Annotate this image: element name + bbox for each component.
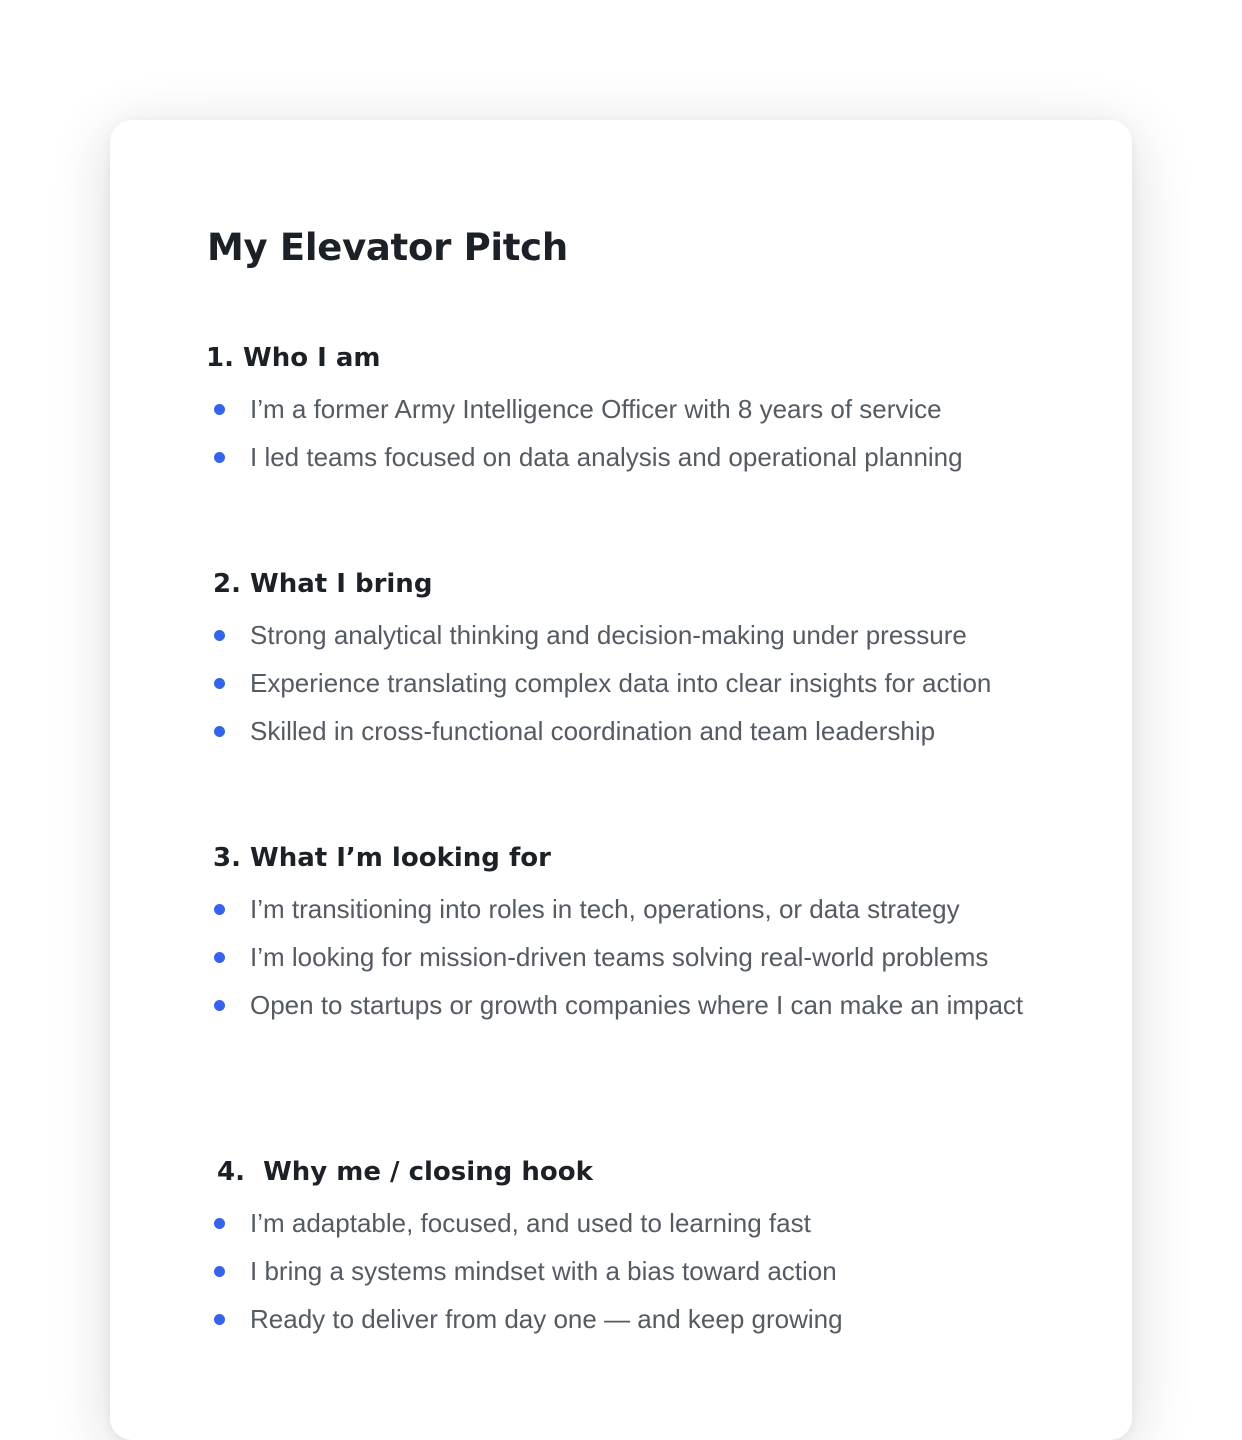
list-item xyxy=(214,1251,1044,1291)
list-item-text: I’m adaptable, focused, and used to learning fast xyxy=(250,1208,811,1238)
bullet-dot-icon xyxy=(214,1266,225,1277)
bullet-list xyxy=(214,1203,1044,1347)
bullet-dot-icon xyxy=(214,1218,225,1229)
bullet-list xyxy=(214,389,1044,485)
list-item-text: Skilled in cross-functional coordination and team leadership xyxy=(250,716,936,746)
list-item-text: I’m looking for mission-driven teams solving real-world problems xyxy=(250,942,989,972)
list-item-text: I’m transitioning into roles in tech, operations, or data strategy xyxy=(250,894,960,924)
list-item xyxy=(214,663,1044,703)
list-item-text: Open to startups or growth companies where I can make an impact xyxy=(250,990,1024,1020)
pitch-card xyxy=(110,120,1132,1440)
bullet-dot-icon xyxy=(214,452,225,463)
list-item-text: Strong analytical thinking and decision-making under pressure xyxy=(250,620,967,650)
bullet-list xyxy=(214,615,1044,759)
bullet-dot-icon xyxy=(214,904,225,915)
section-heading: 1. Who I am xyxy=(206,343,381,373)
bullet-dot-icon xyxy=(214,952,225,963)
list-item xyxy=(214,389,1044,429)
bullet-dot-icon xyxy=(214,1314,225,1325)
bullet-dot-icon xyxy=(214,726,225,737)
list-item-text: Experience translating complex data into clear insights for action xyxy=(250,668,992,698)
bullet-dot-icon xyxy=(214,1000,225,1011)
bullet-list xyxy=(214,889,1044,1033)
section-heading: 2. What I bring xyxy=(213,569,433,599)
list-item-text: I bring a systems mindset with a bias toward action xyxy=(250,1256,837,1286)
list-item xyxy=(214,1299,1044,1339)
list-item xyxy=(214,937,1044,977)
bullet-dot-icon xyxy=(214,404,225,415)
bullet-dot-icon xyxy=(214,630,225,641)
list-item xyxy=(214,711,1044,751)
list-item xyxy=(214,1203,1044,1243)
list-item xyxy=(214,889,1044,929)
list-item-text: I led teams focused on data analysis and operational planning xyxy=(250,442,963,472)
list-item xyxy=(214,985,1044,1025)
section-heading: 4. Why me / closing hook xyxy=(217,1157,593,1187)
section-heading: 3. What I’m looking for xyxy=(213,843,551,873)
list-item-text: I’m a former Army Intelligence Officer with 8 years of service xyxy=(250,394,942,424)
bullet-dot-icon xyxy=(214,678,225,689)
list-item-text: Ready to deliver from day one — and keep growing xyxy=(250,1304,843,1334)
list-item xyxy=(214,437,1044,477)
list-item xyxy=(214,615,1044,655)
page-title: My Elevator Pitch xyxy=(207,226,568,269)
